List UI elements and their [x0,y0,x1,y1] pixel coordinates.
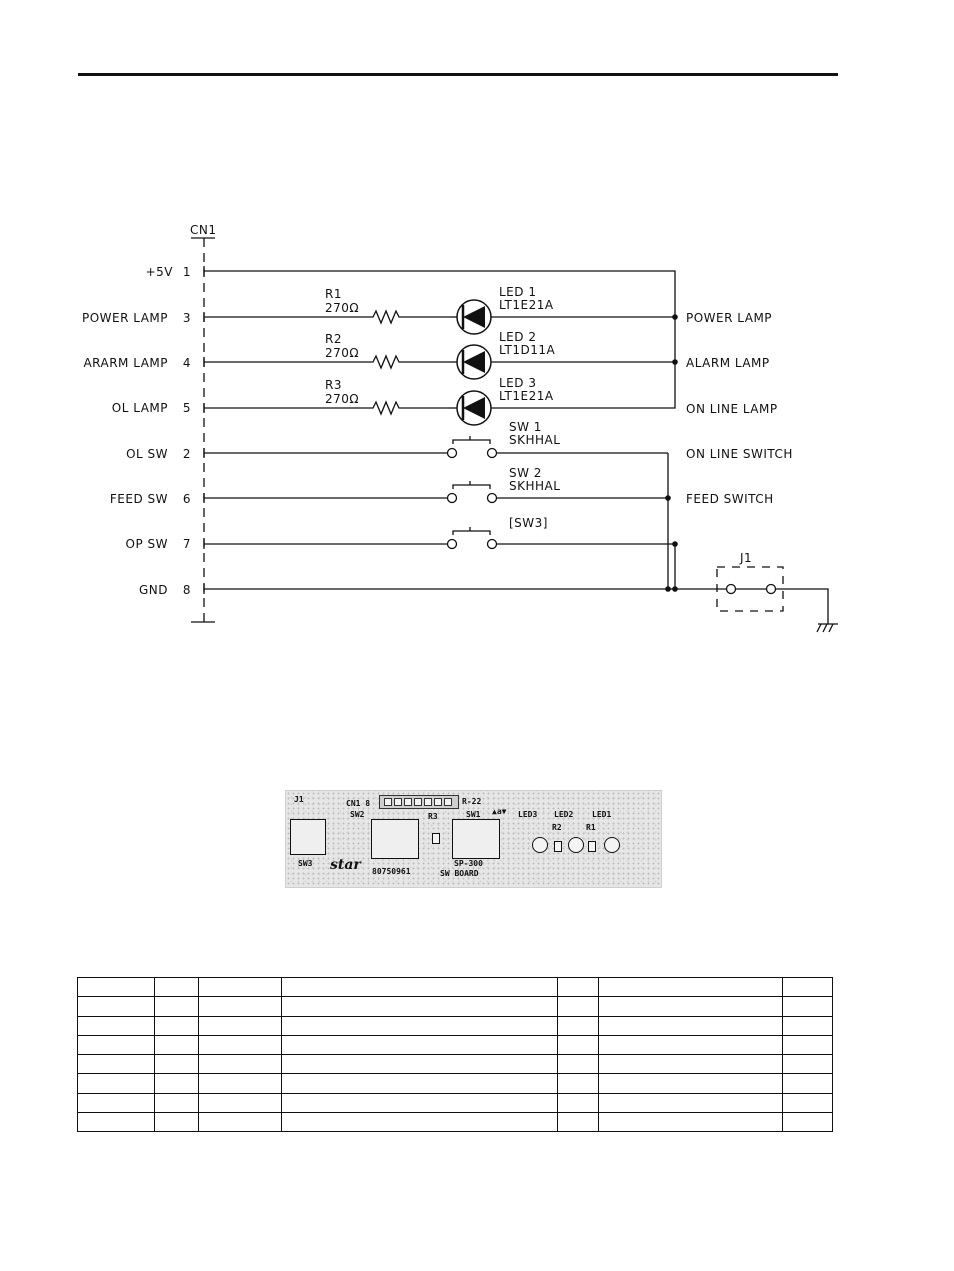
pin-number: 8 [182,583,191,597]
led2-ref: LED 2 [499,330,537,344]
pin-labels [82,265,191,597]
pcb-led2-footprint [568,837,584,853]
pcb-sw1-footprint [452,819,500,859]
led3-part: LT1E21A [499,389,554,403]
pcb-led3-footprint [532,837,548,853]
function-label: FEED SWITCH [686,492,774,506]
sw3-ref: [SW3] [509,516,548,530]
sw1-ref: SW 1 [509,420,542,434]
sw1-contact [448,449,457,458]
pcb-board-name: SW BOARD [440,869,479,878]
function-label: POWER LAMP [686,311,773,325]
pcb-part-number: 80750961 [372,867,411,876]
r2-ref: R2 [325,332,342,346]
j1-contact [767,585,776,594]
sw2-ref: SW 2 [509,466,542,480]
r3-value: 270Ω [325,392,360,406]
table-row [78,1035,833,1054]
table-row [78,1093,833,1112]
pin-label: OP SW [125,537,168,551]
sw1-actuator [453,436,490,444]
function-label: ALARM LAMP [686,356,770,370]
pin-label: GND [138,583,168,597]
pcb-sw3-footprint [290,819,326,855]
pin-number: 3 [182,311,191,325]
table-row [78,1074,833,1093]
led1-part: LT1E21A [499,298,554,312]
connector-label: CN1 [190,223,217,237]
pcb-sw2-footprint [371,819,419,859]
table-row [78,997,833,1016]
function-label: ON LINE SWITCH [686,447,793,461]
pcb-led1-footprint [604,837,620,853]
r1-ref: R1 [325,287,342,301]
pcb-star-logo: star [330,857,361,873]
pcb-connector [379,795,459,809]
vcc-rail-wire [204,271,675,408]
pcb-sw1-mark: ▲a▼ [492,807,507,816]
pin-number: 7 [182,537,191,551]
r3-ref: R3 [325,378,342,392]
table-row [78,1112,833,1131]
sw3-contact [488,540,497,549]
sw3-actuator [453,527,490,535]
pcb-led2-label: LED2 [554,810,574,819]
pin-label: POWER LAMP [81,311,168,325]
ground-return-wire [776,589,828,624]
jumper-label: J1 [740,551,753,565]
sw2-part: SKHHAL [509,479,561,493]
pcb-model: SP-300 [454,859,483,868]
pin-number: 6 [182,492,191,506]
ground-hatch [817,624,833,632]
j1-contact [727,585,736,594]
parts-table-body [78,978,833,1132]
pcb-sw3-label: SW3 [298,859,313,868]
sw2-contact [488,494,497,503]
pin-label: OL SW [126,447,168,461]
pin-label: FEED SW [109,492,168,506]
table-row [78,978,833,997]
led1-ref: LED 1 [499,285,537,299]
r2-value: 270Ω [325,346,360,360]
pcb-r22-label: R-22 [462,797,482,806]
sw2-contact [448,494,457,503]
r1-value: 270Ω [325,301,360,315]
pcb-r1-label: R1 [586,823,596,832]
pin-label: OL LAMP [111,401,168,415]
pcb-led1-label: LED1 [592,810,612,819]
pcb-j1-label: J1 [294,795,304,804]
pcb-r2-footprint [554,841,562,852]
switch-contacts [448,449,776,594]
pcb-cn1-label: CN1 8 [346,799,371,808]
pcb-r2-label: R2 [552,823,562,832]
function-label: ON LINE LAMP [686,402,778,416]
pin-number: 1 [182,265,191,279]
pcb-board-photo [285,790,662,888]
led2-part: LT1D11A [499,343,556,357]
pin-label: ARARM LAMP [83,356,168,370]
parts-table [77,977,833,1132]
pcb-r1-footprint [588,841,596,852]
pin-number: 2 [182,447,191,461]
pcb-sw1-label: SW1 [466,810,481,819]
table-row [78,1055,833,1074]
pin-number: 5 [182,401,191,415]
sw2-actuator [453,481,490,489]
pin-label: +5V [145,265,173,279]
pcb-sw2-label: SW2 [350,810,365,819]
sw3-contact [448,540,457,549]
sw1-part: SKHHAL [509,433,561,447]
pcb-led3-label: LED3 [518,810,538,819]
pin-number: 4 [182,356,191,370]
pcb-r3-footprint [432,833,440,844]
led3-ref: LED 3 [499,376,537,390]
pcb-r3-label: R3 [428,812,438,821]
table-row [78,1016,833,1035]
sw1-contact [488,449,497,458]
